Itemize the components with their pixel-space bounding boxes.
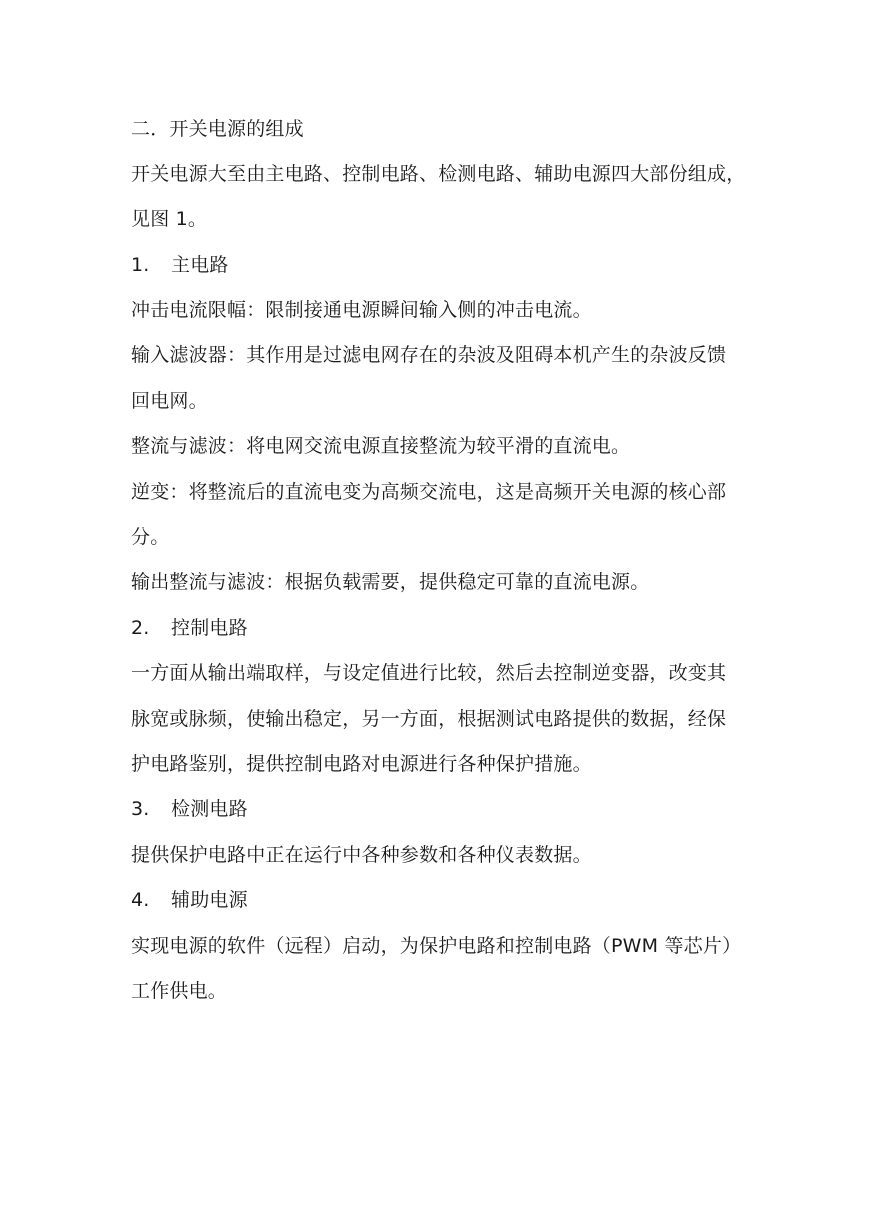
section-1-number: 1. (131, 254, 150, 276)
section-4-heading (131, 888, 751, 912)
section-2-heading (131, 616, 751, 640)
input-filter-line-2: 回电网。 (131, 390, 208, 412)
section-2-number: 2. (131, 617, 150, 639)
inverter-line-1: 逆变：将整流后的直流电变为高频交流电，这是高频开关电源的核心部 (131, 481, 727, 503)
inverter-line-2: 分。 (131, 526, 170, 548)
control-body-line-1: 一方面从输出端取样，与设定值进行比较，然后去控制逆变器，改变其 (131, 662, 727, 684)
control-body-line-3: 护电路鉴别，提供控制电路对电源进行各种保护措施。 (131, 753, 592, 775)
section-3-title: 检测电路 (171, 798, 248, 820)
section-1-title: 主电路 (171, 254, 229, 276)
aux-power-body-line-2: 工作供电。 (131, 980, 228, 1002)
section-3-number: 3. (131, 798, 150, 820)
intro-line-1: 开关电源大至由主电路、控制电路、检测电路、辅助电源四大部份组成， (131, 163, 746, 185)
aux-power-body-line-1: 实现电源的软件（远程）启动，为保护电路和控制电路（PWM 等芯片） (131, 935, 742, 957)
intro-line-2: 见图 1。 (131, 208, 208, 230)
input-filter-line-1: 输入滤波器：其作用是过滤电网存在的杂波及阻碍本机产生的杂波反馈 (131, 344, 727, 366)
section-4-number: 4. (131, 889, 150, 911)
section-title: 二．开关电源的组成 (131, 118, 304, 140)
output-rectify-line: 输出整流与滤波：根据负载需要，提供稳定可靠的直流电源。 (131, 571, 650, 593)
rectify-filter-line: 整流与滤波：将电网交流电源直接整流为较平滑的直流电。 (131, 435, 631, 457)
section-4-title: 辅助电源 (171, 889, 248, 911)
control-body-line-2: 脉宽或脉频，使输出稳定，另一方面，根据测试电路提供的数据，经保 (131, 708, 727, 730)
section-1-heading (131, 253, 751, 277)
section-3-heading (131, 797, 751, 821)
section-2-title: 控制电路 (171, 617, 248, 639)
detection-body-line: 提供保护电路中正在运行中各种参数和各种仪表数据。 (131, 844, 592, 866)
inrush-limit-line: 冲击电流限幅：限制接通电源瞬间输入侧的冲击电流。 (131, 299, 592, 321)
